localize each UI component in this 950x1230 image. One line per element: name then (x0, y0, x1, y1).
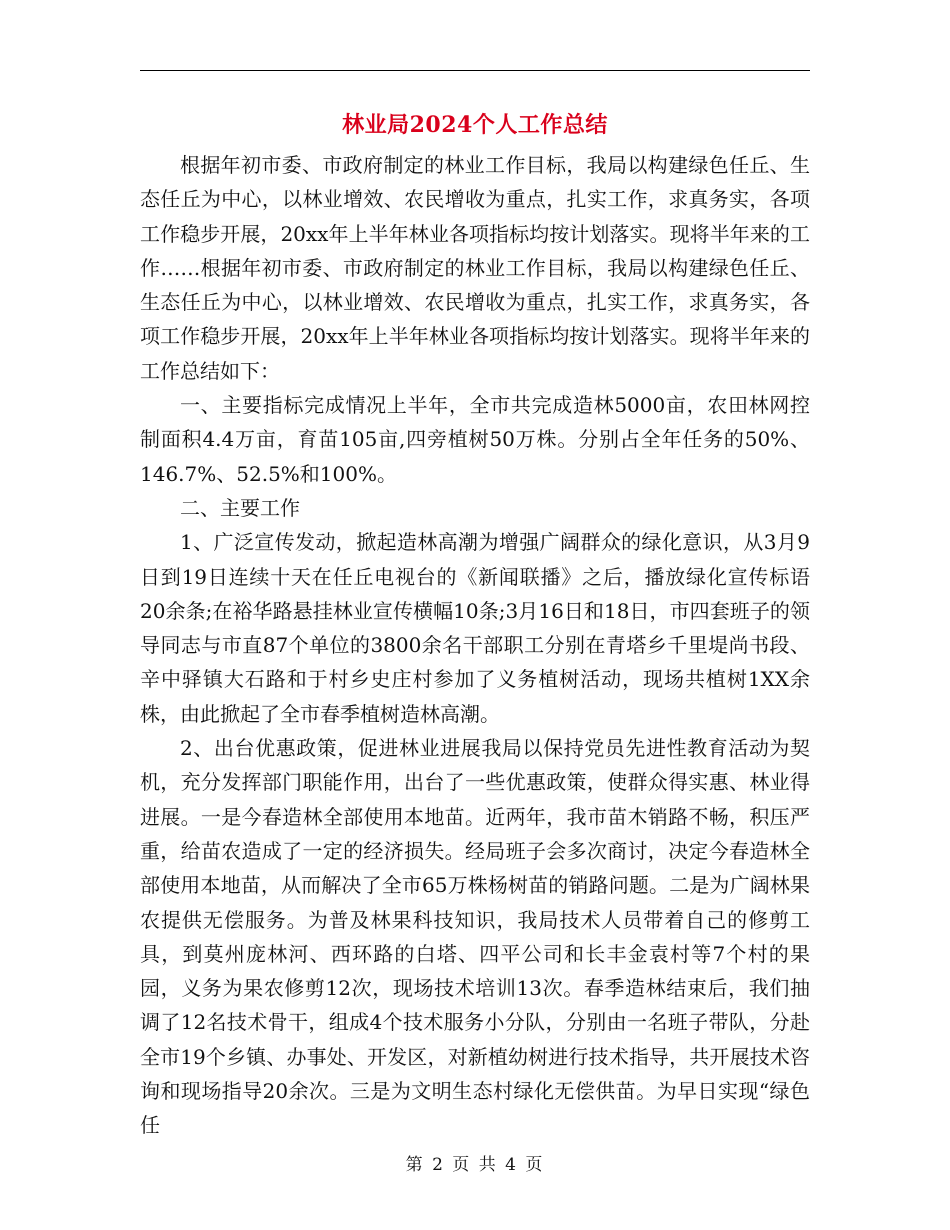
paragraph-intro: 根据年初市委、市政府制定的林业工作目标，我局以构建绿色任丘、生态任丘为中心，以林业增效、农民增收为重点，扎实工作，求真务实，各项工作稳步开展，20xx年上半年林业各项指标均按计划落实。现将半年来的工作……根据年初市委、市政府制定的林业工作目标，我局以构建绿色任丘、生态任丘为中心，以林业增效、农民增收为重点，扎实工作，求真务实，各项工作稳步开展，20xx年上半年林业各项指标均按计划落实。现将半年来的工作总结如下： (140, 153, 810, 383)
paragraph-main-work-heading: 二、主要工作 (180, 495, 300, 520)
page-title: 林业局2024个人工作总结 (342, 112, 608, 138)
body-text (140, 148, 810, 1143)
page-number-footer: 第 2 页 共 4 页 (405, 1155, 545, 1175)
paragraph-policies: 2、出台优惠政策，促进林业进展我局以保持党员先进性教育活动为契机，充分发挥部门职能作用，出台了一些优惠政策，使群众得实惠、林业得进展。一是今春造林全部使用本地苗。近两年，我市苗木销路不畅，积压严重，给苗农造成了一定的经济损失。经局班子会多次商讨，决定今春造林全部使用本地苗，从而解决了全市65万株杨树苗的销路问题。二是为广阔林果农提供无偿服务。为普及林果科技知识，我局技术人员带着自己的修剪工具，到莫州庞林河、西环路的白塔、四平公司和长丰金袁村等7个村的果园，义务为果农修剪12次，现场技术培训13次。春季造林结束后，我们抽调了12名技术骨干，组成4个技术服务小分队，分别由一名班子带队，分赴全市19个乡镇、办事处、开发区，对新植幼树进行技术指导，共开展技术咨询和现场指导20余次。三是为文明生态村绿化无偿供苗。为早日实现“绿色任 (140, 736, 810, 1138)
header-rule (140, 70, 810, 71)
paragraph-publicity: 1、广泛宣传发动，掀起造林高潮为增强广阔群众的绿化意识，从3月9日到19日连续十天在任丘电视台的《新闻联播》之后，播放绿化宣传标语20余条;在裕华路悬挂林业宣传横幅10条;3月16日和18日，市四套班子的领导同志与市直87个单位的3800余名干部职工分别在青塔乡千里堤尚书段、辛中驿镇大石路和于村乡史庄村参加了义务植树活动，现场共植树1XX余株，由此掀起了全市春季植树造林高潮。 (140, 530, 810, 726)
paragraph-main-indicators: 一、主要指标完成情况上半年，全市共完成造林5000亩，农田林网控制面积4.4万亩，育苗105亩,四旁植树50万株。分别占全年任务的50%、146.7%、52.5%和100%。 (140, 393, 810, 486)
